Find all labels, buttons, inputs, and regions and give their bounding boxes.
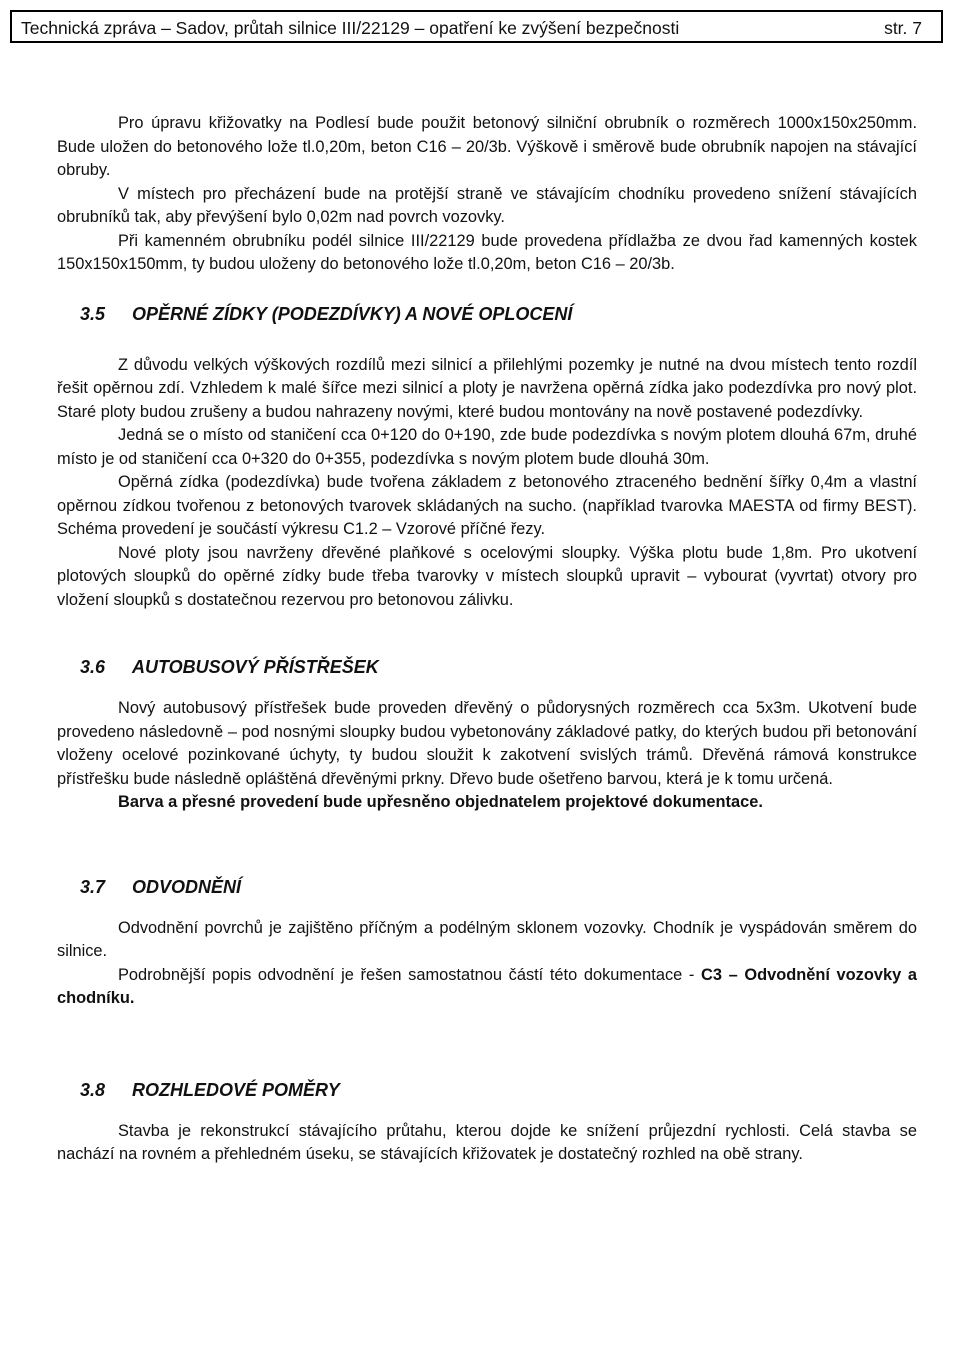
section-number: 3.5 — [80, 303, 106, 324]
paragraph-bold: Barva a přesné provedení bude upřesněno objednatelem projektové dokumentace. — [118, 793, 763, 811]
paragraph: V místech pro přecházení bude na protější straně ve stávajícím chodníku provedeno snížení stávajících obrubníků tak, aby převýšení bylo 0,02m nad povrch vozovky. — [57, 184, 917, 226]
section-title: OPĚRNÉ ZÍDKY (PODEZDÍVKY) A NOVÉ OPLOCENÍ — [132, 303, 573, 324]
paragraph: Jedná se o místo od staničení cca 0+120 do 0+190, zde bude podezdívka s novým plotem dlouhá 67m, druhé místo je od staničení cca 0+320 do 0+355, podezdívka s novým plotem bude dlouhá 30m. — [57, 426, 917, 468]
header-title: Technická zpráva – Sadov, průtah silnice III/22129 – opatření ke zvýšení bezpečnosti — [21, 18, 680, 38]
section-title: ROZHLEDOVÉ POMĚRY — [132, 1079, 340, 1100]
paragraph: Pro úpravu křižovatky na Podlesí bude použit betonový silniční obrubník o rozměrech 1000x150x250mm. Bude uložen do betonového lože tl.0,20m, beton C16 – 20/3b. Výškově i směrově bude obrubník napojen na stávající obruby. — [57, 114, 917, 179]
section-title: ODVODNĚNÍ — [132, 876, 242, 897]
section-number: 3.6 — [80, 657, 106, 677]
section-heading-3-5 — [57, 302, 917, 326]
section-heading-3-8 — [57, 1078, 917, 1102]
section-number: 3.8 — [80, 1079, 106, 1100]
paragraph: Odvodnění povrchů je zajištěno příčným a podélným sklonem vozovky. Chodník je vyspádován směrem do silnice. — [57, 918, 917, 960]
paragraph: Nový autobusový přístřešek bude proveden dřevěný o půdorysných rozměrech cca 5x3m. Ukotvení bude provedeno následovně – pod nosnými sloupky budou vybetonovány základové patky, do kterých budou při betonování vloženy ocelové pozinkované úchyty, ty budou sloužit k zakotvení svislých trámů. Dřevěná rámová konstrukce přístřešku bude následně opláštěná dřevěnými prkny. Dřevo bude ošetřeno barvou, která je k tomu určená. — [57, 699, 917, 788]
section-heading-3-7 — [57, 875, 917, 899]
paragraph: Stavba je rekonstrukcí stávajícího průtahu, kterou dojde ke snížení průjezdní rychlosti. Celá stavba se nachází na rovném a přehledném úseku, se stávajících křižovatek je dostatečný rozhled na obě strany. — [57, 1121, 917, 1163]
paragraph: Nové ploty jsou navrženy dřevěné plaňkové s ocelovými sloupky. Výška plotu bude 1,8m. Pro ukotvení plotových sloupků do opěrné zídky bude třeba tvarovky v místech sloupků upravit – vybourat (vyvrtat) otvory pro vložení sloupků s dostatečnou rezervou pro betonovou zálivku. — [57, 543, 917, 609]
paragraph: Opěrná zídka (podezdívka) bude tvořena základem z betonového ztraceného bednění šířky 0,4m a vlastní opěrnou zídkou tvořenou z betonových tvarovek skládaných na sucho. (například tvarovka MAESTA od firmy BEST). Schéma provedení je součástí výkresu C1.2 – Vzorové příčné řezy. — [57, 473, 917, 538]
document-body — [57, 112, 917, 1167]
paragraph: Z důvodu velkých výškových rozdílů mezi silnicí a přilehlými pozemky je nutné na dvou místech tento rozdíl řešit opěrnou zdí. Vzhledem k malé šířce mezi silnicí a ploty je navržena opěrná zídka jako podezdívka pro nový plot. Staré ploty budou zrušeny a budou nahrazeny novými, které budou montovány na nově postavené podezdívky. — [57, 355, 917, 421]
page-number: str. 7 — [884, 18, 922, 38]
section-title: AUTOBUSOVÝ PŘÍSTŘEŠEK — [132, 657, 379, 677]
paragraph — [57, 964, 917, 1011]
section-number: 3.7 — [80, 876, 106, 897]
section-heading-3-6 — [57, 655, 917, 679]
text-run: Podrobnější popis odvodnění je řešen samostatnou částí této dokumentace - — [118, 965, 701, 984]
paragraph: Při kamenném obrubníku podél silnice III/22129 bude provedena přídlažba ze dvou řad kamenných kostek 150x150x150mm, ty budou uloženy do betonového lože tl.0,20m, beton C16 – 20/3b. — [57, 231, 917, 273]
text-run-bold: C3 – Odvodnění vozovky a chodníku. — [57, 965, 917, 1007]
page-header — [10, 10, 943, 43]
